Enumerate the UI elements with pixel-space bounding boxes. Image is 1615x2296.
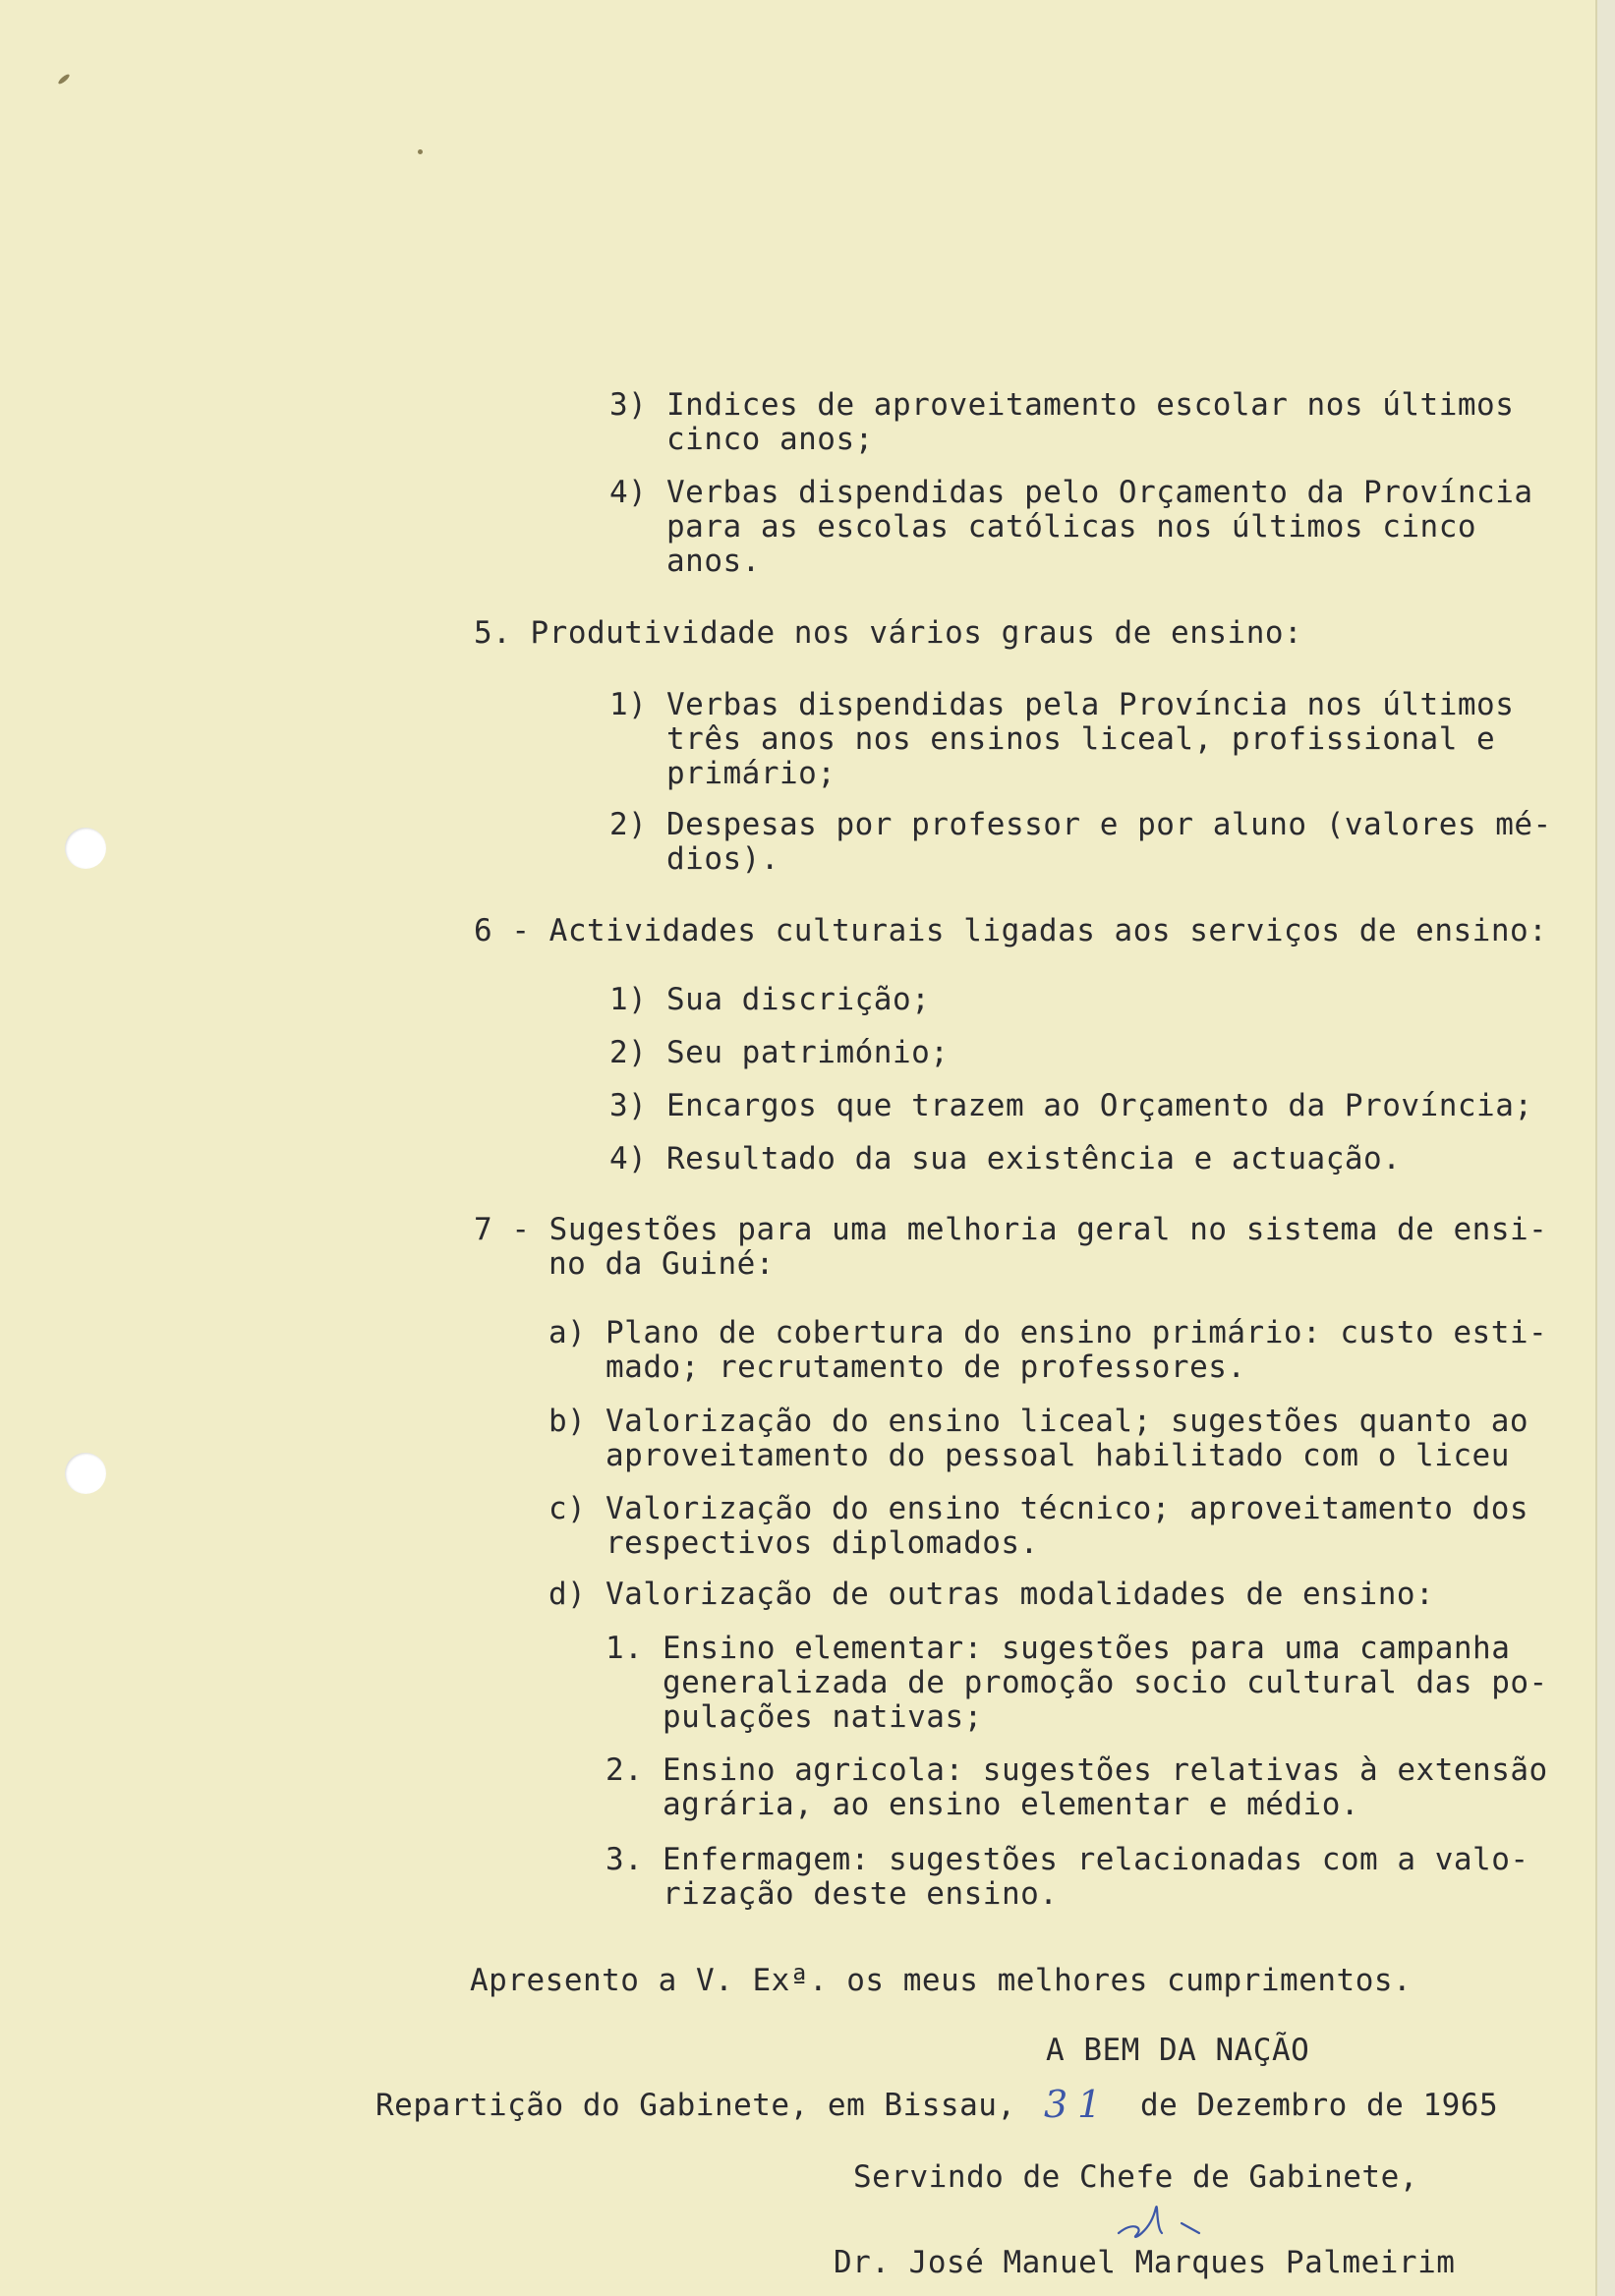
item-number: b) (548, 1404, 587, 1439)
item-text: Resultado da sua existência e actuação. (666, 1141, 1402, 1177)
item-text: Verbas dispendidas pelo Orçamento da Província (666, 475, 1533, 510)
item-number: 4) (609, 475, 648, 510)
punch-hole (65, 1453, 106, 1494)
item-text: três anos nos ensinos liceal, profissional e (666, 721, 1496, 757)
item-number: 3) (609, 387, 648, 423)
item-text: Valorização do ensino técnico; aproveitamento dos (606, 1491, 1529, 1526)
item-text: Verbas dispendidas pela Província nos últimos (666, 687, 1515, 722)
item-text: cinco anos; (666, 422, 874, 457)
paper-speck (57, 73, 71, 86)
item-number: d) (548, 1577, 587, 1612)
item-text: Encargos que trazem ao Orçamento da Província; (666, 1088, 1533, 1123)
item-text: mado; recrutamento de professores. (606, 1349, 1246, 1385)
item-text: anos. (666, 544, 761, 579)
date-suffix: de Dezembro de 1965 (1140, 2088, 1499, 2123)
subitem-text: generalizada de promoção socio cultural das po- (663, 1665, 1548, 1700)
item-number: 1) (609, 687, 648, 722)
date-place-prefix: Repartição do Gabinete, em Bissau, (375, 2088, 1016, 2123)
item-text: Valorização do ensino liceal; sugestões quanto ao (606, 1404, 1529, 1439)
item-number: 3) (609, 1088, 648, 1123)
subitem-number: 3. (606, 1842, 644, 1877)
closing-greeting: Apresento a V. Exª. os meus melhores cumprimentos. (470, 1963, 1413, 1998)
item-text: dios). (666, 841, 779, 877)
punch-hole (65, 828, 106, 869)
item-text: para as escolas católicas nos últimos cinco (666, 509, 1477, 545)
signatory-role: Servindo de Chefe de Gabinete, (853, 2159, 1418, 2195)
item-number: c) (548, 1491, 587, 1526)
paper-speck (418, 149, 423, 154)
section-heading: 5. Produtividade nos vários graus de ensino: (474, 615, 1303, 651)
item-text: Sua discrição; (666, 982, 931, 1017)
subitem-text: pulações nativas; (663, 1699, 983, 1735)
item-text: Indices de aproveitamento escolar nos últimos (666, 387, 1515, 423)
section-heading: no da Guiné: (548, 1246, 775, 1282)
item-number: 1) (609, 982, 648, 1017)
item-number: 4) (609, 1141, 648, 1177)
item-number: 2) (609, 1035, 648, 1070)
subitem-number: 2. (606, 1752, 644, 1788)
handwritten-day: 31 (1044, 2083, 1112, 2126)
signatory-name: Dr. José Manuel Marques Palmeirim (834, 2245, 1456, 2280)
item-number: 2) (609, 807, 648, 842)
subitem-text: Ensino agricola: sugestões relativas à extensão (663, 1752, 1548, 1788)
subitem-text: agrária, ao ensino elementar e médio. (663, 1787, 1360, 1822)
handwritten-initials (1111, 2198, 1219, 2247)
item-text: Plano de cobertura do ensino primário: custo esti- (606, 1315, 1548, 1350)
section-heading: 7 - Sugestões para uma melhoria geral no sistema de ensi- (474, 1212, 1548, 1247)
subitem-text: rização deste ensino. (663, 1876, 1059, 1912)
item-text: aproveitamento do pessoal habilitado com o liceu (606, 1438, 1510, 1473)
item-text: Seu património; (666, 1035, 950, 1070)
item-text: primário; (666, 756, 836, 791)
section-heading: 6 - Actividades culturais ligadas aos serviços de ensino: (474, 913, 1548, 948)
item-text: Valorização de outras modalidades de ensino: (606, 1577, 1435, 1612)
subitem-text: Enfermagem: sugestões relacionadas com a valo- (663, 1842, 1529, 1877)
subitem-number: 1. (606, 1631, 644, 1666)
item-text: respectivos diplomados. (606, 1525, 1039, 1561)
item-number: a) (548, 1315, 587, 1350)
item-text: Despesas por professor e por aluno (valores mé- (666, 807, 1552, 842)
subitem-text: Ensino elementar: sugestões para uma campanha (663, 1631, 1511, 1666)
closing-motto: A BEM DA NAÇÃO (1046, 2033, 1310, 2068)
